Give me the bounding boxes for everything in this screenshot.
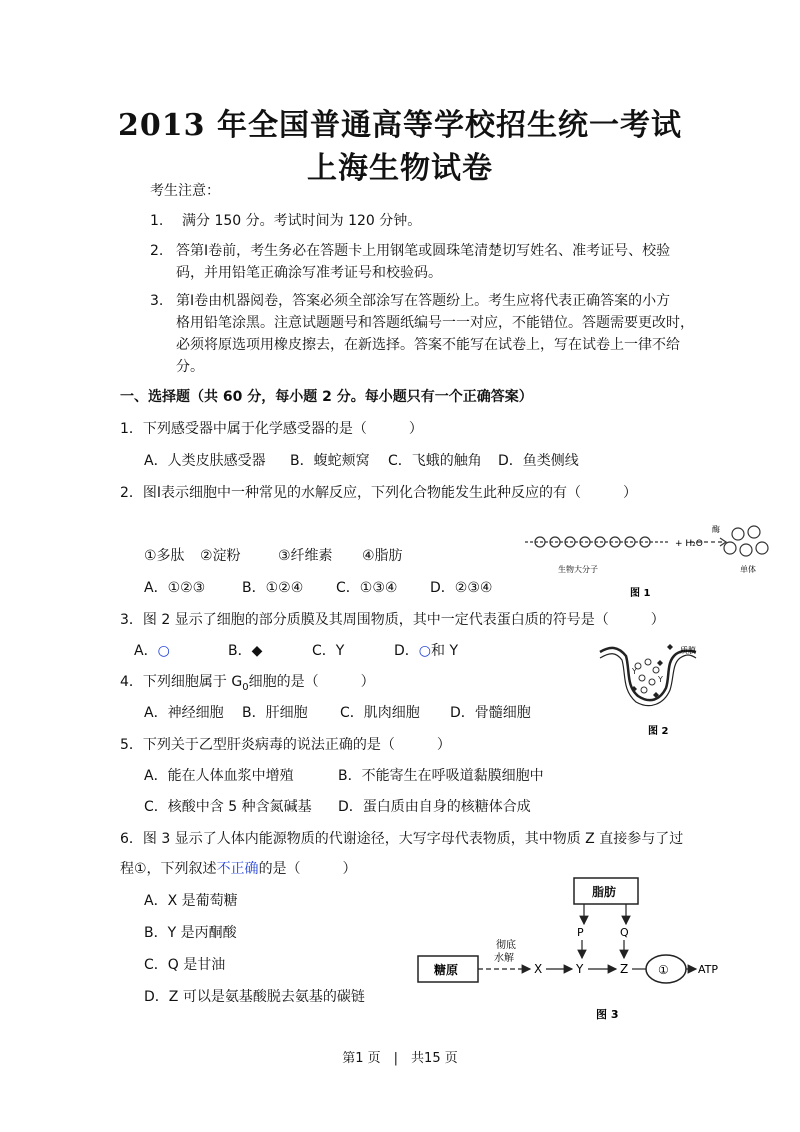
q2-stem: 2．图Ⅰ表示细胞中一种常见的水解反应，下列化合物能发生此种反应的有（ ） (120, 485, 638, 501)
q5-option-a: A．能在人体血浆中增殖 (144, 768, 294, 784)
notice-text-3d: 分。 (176, 359, 204, 375)
q6-stem-pre: 程①，下列叙述 (120, 861, 217, 877)
fig1-water: + H₂O (675, 539, 703, 549)
figure-1 (520, 520, 790, 600)
notice-num-2: 2. (150, 243, 164, 259)
q4-stem (120, 671, 375, 699)
notice-heading: 考生注意： (150, 183, 220, 199)
q1-option-d: D．鱼类侧线 (498, 453, 579, 469)
fig3-box-fat: 脂肪 (592, 885, 617, 899)
fig1-enzyme: 酶 (712, 525, 720, 534)
q3-option-d-prefix: D． (394, 643, 419, 659)
q2-option-a: A．①②③ (144, 580, 206, 596)
fig3-circle-label: ① (658, 963, 669, 977)
q3-stem: 3．图 2 显示了细胞的部分质膜及其周围物质，其中一定代表蛋白质的符号是（ ） (120, 612, 665, 628)
notice-text-3c: 必须将原选项用橡皮擦去，在新选择。答案不能写在试卷上，写在试卷上一律不给 (176, 337, 680, 353)
page-subtitle: 上海生物试卷 (307, 151, 493, 186)
q5-option-b: B．不能寄生在呼吸道黏膜细胞中 (338, 768, 544, 784)
q4-option-b: B．肝细胞 (242, 705, 308, 721)
q5-stem: 5．下列关于乙型肝炎病毒的说法正确的是（ ） (120, 737, 451, 753)
q5-option-c: C．核酸中含 5 种含氮碱基 (144, 799, 312, 815)
notice-text-2a: 答第Ⅰ卷前，考生务必在答题卡上用钢笔或圆珠笔清楚切写姓名、准考证号、校验 (176, 243, 671, 259)
fig3-caption: 图 3 (596, 1008, 619, 1021)
fig3-y: Y (576, 962, 584, 976)
notice-num-1: 1. (150, 213, 164, 229)
q6-stem-line2 (120, 858, 357, 880)
fig3-atp: ATP (698, 963, 719, 976)
q4-stem-pre: 4．下列细胞属于 G (120, 674, 243, 690)
fig1-left-label: 生物大分子 (558, 565, 598, 574)
notice-text-3a: 第Ⅰ卷由机器阅卷，答案必须全部涂写在答题纷上。考生应将代表正确答案的小方 (176, 293, 671, 309)
q2-option-c: C．①③④ (336, 580, 398, 596)
q2-option-d: D．②③④ (430, 580, 493, 596)
fig2-label: 质膜 (680, 646, 696, 655)
q6-stem-line1: 6．图 3 显示了人体内能源物质的代谢途径，大写字母代表物质，其中物质 Z 直接参与了过 (120, 831, 684, 847)
notice-num-3: 3. (150, 293, 164, 309)
q6-stem-emphasis: 不正确 (216, 861, 259, 877)
section-heading: 一、选择题（共 60 分，每小题 2 分。每小题只有一个正确答案） (120, 389, 533, 405)
svg-text:Y: Y (632, 667, 637, 676)
q4-option-c: C．肌肉细胞 (340, 705, 420, 721)
q3-option-d-suffix: 和 Y (431, 643, 459, 659)
q2-item-2: ②淀粉 (200, 548, 241, 564)
q3-option-a-prefix: A． (134, 643, 158, 659)
q4-stem-post: 细胞的是（ ） (248, 674, 375, 690)
fig3-hydrolysis-1: 彻底 (496, 940, 516, 951)
svg-text:Y: Y (658, 675, 663, 684)
q3-option-d-symbol: ○ (418, 643, 431, 659)
q4-option-a: A．神经细胞 (144, 705, 224, 721)
q3-option-a (134, 640, 170, 662)
fig1-caption: 图 1 (630, 588, 651, 599)
q1-option-a: A．人类皮肤感受器 (144, 453, 266, 469)
q6-option-a: A．X 是葡萄糖 (144, 893, 238, 909)
figure-2 (598, 640, 698, 740)
notice-text-2b: 码，并用铅笔正确涂写准考证号和校验码。 (176, 265, 442, 281)
q2-item-1: ①多肽 (144, 548, 185, 564)
figure-3 (414, 874, 734, 1024)
page-title: 2013 年全国普通高等学校招生统一考试 (118, 108, 682, 143)
q2-item-4: ④脂肪 (362, 548, 403, 564)
page-footer: 第1 页 | 共15 页 (342, 1051, 458, 1066)
q3-option-b: B．◆ (228, 643, 263, 659)
q5-option-d: D．蛋白质由自身的核糖体合成 (338, 799, 531, 815)
q1-option-c: C．飞蛾的触角 (388, 453, 482, 469)
fig3-q: Q (620, 926, 629, 939)
fig3-x: X (534, 962, 543, 976)
q6-option-b: B．Y 是丙酮酸 (144, 925, 237, 941)
q3-option-c: C．Y (312, 643, 345, 659)
fig3-box-glycogen: 糖原 (434, 963, 459, 977)
q1-stem: 1．下列感受器中属于化学感受器的是（ ） (120, 421, 423, 437)
q6-option-d: D．Z 可以是氨基酸脱去氨基的碳链 (144, 989, 365, 1005)
fig1-right-label: 单体 (740, 565, 756, 574)
fig3-hydrolysis-2: 水解 (494, 953, 514, 964)
q4-stem-sub: 0 (242, 681, 249, 693)
q2-item-3: ③纤维素 (278, 548, 333, 564)
q3-option-a-symbol: ○ (157, 643, 170, 659)
q1-option-b: B．蝮蛇颊窝 (290, 453, 370, 469)
q3-option-d (394, 640, 458, 662)
q2-option-b: B．①②④ (242, 580, 304, 596)
q6-option-c: C．Q 是甘油 (144, 957, 226, 973)
q4-option-d: D．骨髓细胞 (450, 705, 531, 721)
notice-text-3b: 格用铅笔涂黑。注意试题题号和答题纸编号一一对应，不能错位。答题需要更改时， (176, 315, 694, 331)
fig2-caption: 图 2 (648, 726, 669, 737)
notice-text-1: 满分 150 分。考试时间为 120 分钟。 (182, 213, 422, 229)
q6-stem-post: 的是（ ） (258, 861, 357, 877)
fig3-z: Z (620, 962, 629, 976)
fig3-p: P (577, 926, 584, 939)
